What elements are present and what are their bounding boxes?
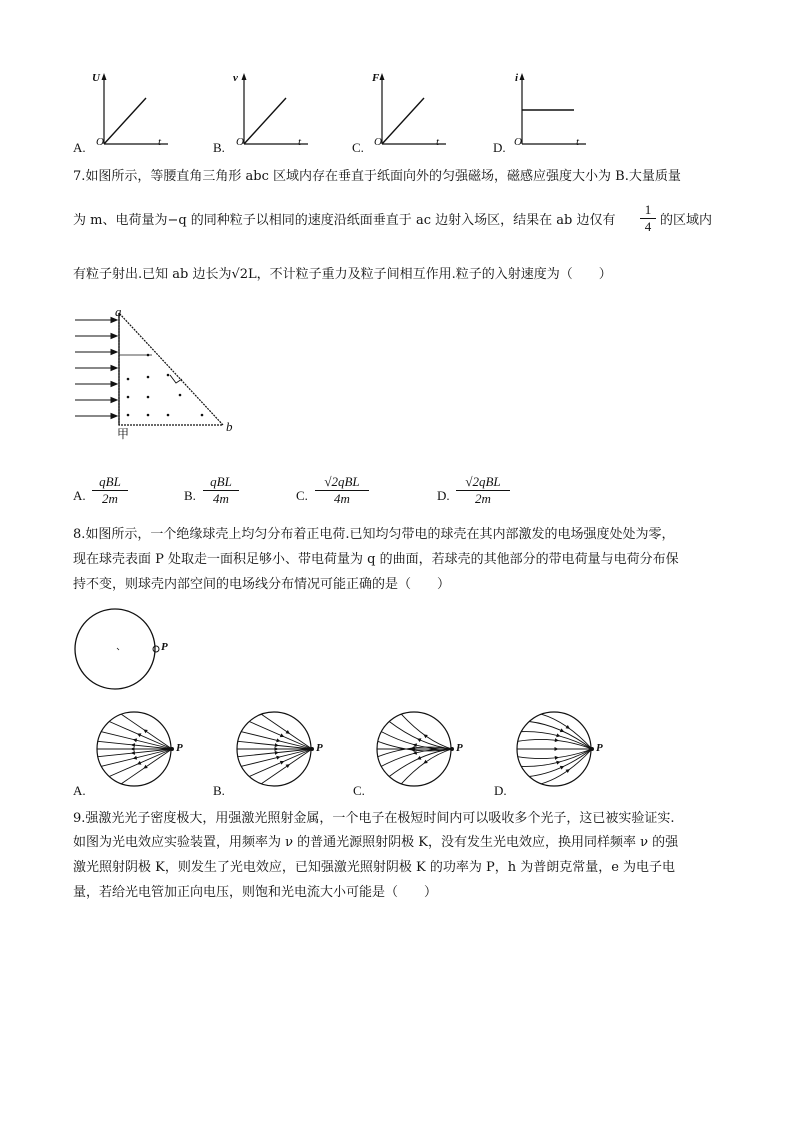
q6-option-a-letter: A.	[73, 140, 86, 155]
q6-b-xaxis: t	[298, 136, 302, 148]
q6-option-c-letter: C.	[352, 140, 364, 155]
q7-option-a-letter: A.	[73, 488, 86, 503]
q6-options	[0, 60, 794, 160]
q6-option-d-letter: D.	[493, 140, 506, 155]
q8-option-b-letter: B.	[213, 783, 225, 798]
q7-option-c[interactable]	[315, 474, 369, 507]
q8-option-a-letter: A.	[73, 783, 86, 798]
q8-shell-figure	[72, 608, 182, 698]
q7-label-b: b	[226, 419, 233, 434]
q6-d-origin: O	[514, 136, 522, 148]
q7-option-d-letter: D.	[437, 488, 450, 503]
q8-option-d-letter: D.	[494, 783, 507, 798]
q7-option-a-num: qBL	[92, 474, 128, 491]
q7-triangle-figure	[70, 305, 245, 445]
q8-line-1: 8.如图所示，一个绝缘球壳上均匀分布着正电荷.已知均匀带电的球壳在其内部激发的电场强度处处为零，	[73, 527, 675, 542]
q7-option-d-den: 2m	[475, 491, 491, 506]
q6-b-origin: O	[236, 136, 244, 148]
q6-a-origin: O	[96, 136, 104, 148]
q7-option-c-den: 4m	[334, 491, 350, 506]
q7-option-b-letter: B.	[184, 488, 196, 503]
q7-line-1: 7.如图所示，等腰直角三角形 abc 区域内存在垂直于纸面向外的匀强磁场，磁感应强度大小为 B.大量质量	[73, 169, 681, 184]
q8-option-d-label: P	[596, 742, 603, 754]
q7-frac-num: 1	[640, 202, 656, 219]
q6-c-yaxis: F	[372, 72, 380, 84]
q6-c-xaxis: t	[436, 136, 440, 148]
q9-line-2: 如图为光电效应实验装置，用频率为 ν 的普通光源照射阴极 K，没有发生光电效应，换用同样频率 ν 的强	[73, 835, 679, 850]
q7-frac-den: 4	[644, 219, 652, 234]
q6-d-yaxis: i	[515, 72, 519, 84]
q6-a-xaxis: t	[158, 136, 162, 148]
q6-option-b-letter: B.	[213, 140, 225, 155]
q7-option-b-den: 4m	[213, 491, 229, 506]
q9-line-3: 激光照射阴极 K，则发生了光电效应，已知强激光照射阴极 K 的功率为 P，h 为普朗克常量，e 为电子电	[73, 860, 676, 875]
q7-line-2-post: 的区域内	[660, 213, 713, 228]
q7-option-a-den: 2m	[102, 491, 118, 506]
q7-option-d[interactable]	[456, 474, 510, 507]
q8-line-3: 持不变，则球壳内部空间的电场线分布情况可能正确的是（ ）	[73, 577, 451, 592]
q7-line-3: 有粒子射出.已知 ab 边长为√2L，不计粒子重力及粒子间相互作用.粒子的入射速度为（ ）	[73, 267, 612, 282]
q7-option-a[interactable]	[92, 474, 128, 507]
q7-incident-arrows	[75, 318, 117, 419]
q8-option-b-label: P	[316, 742, 323, 754]
q7-option-b[interactable]	[203, 474, 239, 507]
q6-c-origin: O	[374, 136, 382, 148]
q6-d-xaxis: t	[576, 136, 580, 148]
q8-line-2: 现在球壳表面 P 处取走一面积足够小、带电荷量为 q 的曲面，若球壳的其他部分的带电荷量与电荷分布保	[73, 552, 679, 567]
q7-option-c-letter: C.	[296, 488, 308, 503]
q6-b-yaxis: v	[233, 72, 238, 84]
q7-fraction-quarter	[640, 202, 656, 235]
q8-option-c-letter: C.	[353, 783, 365, 798]
q7-option-d-num: √2qBL	[456, 474, 510, 491]
q7-option-c-num: √2qBL	[315, 474, 369, 491]
q7-line-2-pre: 为 m、电荷量为−q 的同种粒子以相同的速度沿纸面垂直于 ac 边射入场区，结果在 ab 边仅有	[73, 213, 616, 228]
q7-label-a: a	[115, 304, 122, 319]
q9-line-1: 9.强激光光子密度极大，用强激光照射金属，一个电子在极短时间内可以吸收多个光子，这已被实验证实.	[73, 811, 675, 826]
q6-a-yaxis: U	[92, 72, 100, 84]
q7-label-c: 甲	[117, 427, 130, 441]
q7-option-b-num: qBL	[203, 474, 239, 491]
q9-line-4: 量，若给光电管加正向电压，则饱和光电流大小可能是（ ）	[73, 885, 438, 900]
q8-figure-label-p: P	[161, 641, 168, 653]
q8-option-a-label: P	[176, 742, 183, 754]
q8-option-c-label: P	[456, 742, 463, 754]
